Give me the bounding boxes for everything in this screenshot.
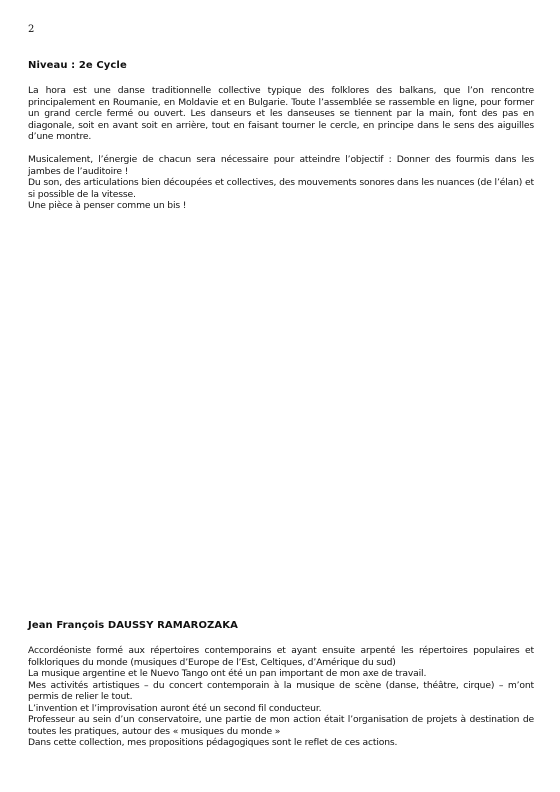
author-bio bbox=[28, 645, 534, 749]
page-number: 2 bbox=[28, 24, 35, 35]
bio-line: L’invention et l’improvisation auront été un second fil conducteur. bbox=[28, 702, 322, 714]
piece-description bbox=[28, 85, 534, 212]
bio-line: Professeur au sein d’un conservatoire, une partie de mon action était l’organisation de projets à destination de toutes les pratiques, autour des « musiques du monde » bbox=[28, 714, 534, 737]
bio-line: La musique argentine et le Nuevo Tango ont été un pan important de mon axe de travail. bbox=[28, 668, 427, 679]
description-line: Une pièce à penser comme un bis ! bbox=[28, 200, 187, 211]
bio-line: Dans cette collection, mes propositions pédagogiques sont le reflet de ces actions. bbox=[28, 737, 398, 748]
level-heading: Niveau : 2e Cycle bbox=[28, 60, 127, 71]
bio-line: Accordéoniste formé aux répertoires contemporains et ayant ensuite arpenté les répertoires populaires et folkloriques du monde (musiques d’Europe de l’Est, Celtiques, d’Amérique du sud) bbox=[28, 645, 534, 668]
description-paragraph: La hora est une danse traditionnelle collective typique des folklores des balkans, que l’on rencontre principalement en Roumanie, en Moldavie et en Bulgarie. Toute l’assemblée se rassemble en ligne, pour former un grand cercle fermé ou ouvert. Les danseurs et les danseuses se tiennent par la main, font des pas en diagonale, soit en avant soit en arrière, tout en faisant tourner le cercle, en principe dans le sens des aiguilles d’une montre. bbox=[28, 85, 534, 142]
author-name: Jean François DAUSSY RAMAROZAKA bbox=[28, 620, 238, 631]
description-line: Musicalement, l’énergie de chacun sera nécessaire pour atteindre l’objectif : Donner des fourmis dans les jambes de l’auditoire ! bbox=[28, 154, 534, 177]
description-line: Du son, des articulations bien découpées et collectives, des mouvements sonores dans les nuances (de l’élan) et si possible de la vitesse. bbox=[28, 177, 534, 200]
bio-line: Mes activités artistiques – du concert contemporain à la musique de scène (danse, théâtre, cirque) – m’ont permis de relier le tout. bbox=[28, 679, 534, 702]
